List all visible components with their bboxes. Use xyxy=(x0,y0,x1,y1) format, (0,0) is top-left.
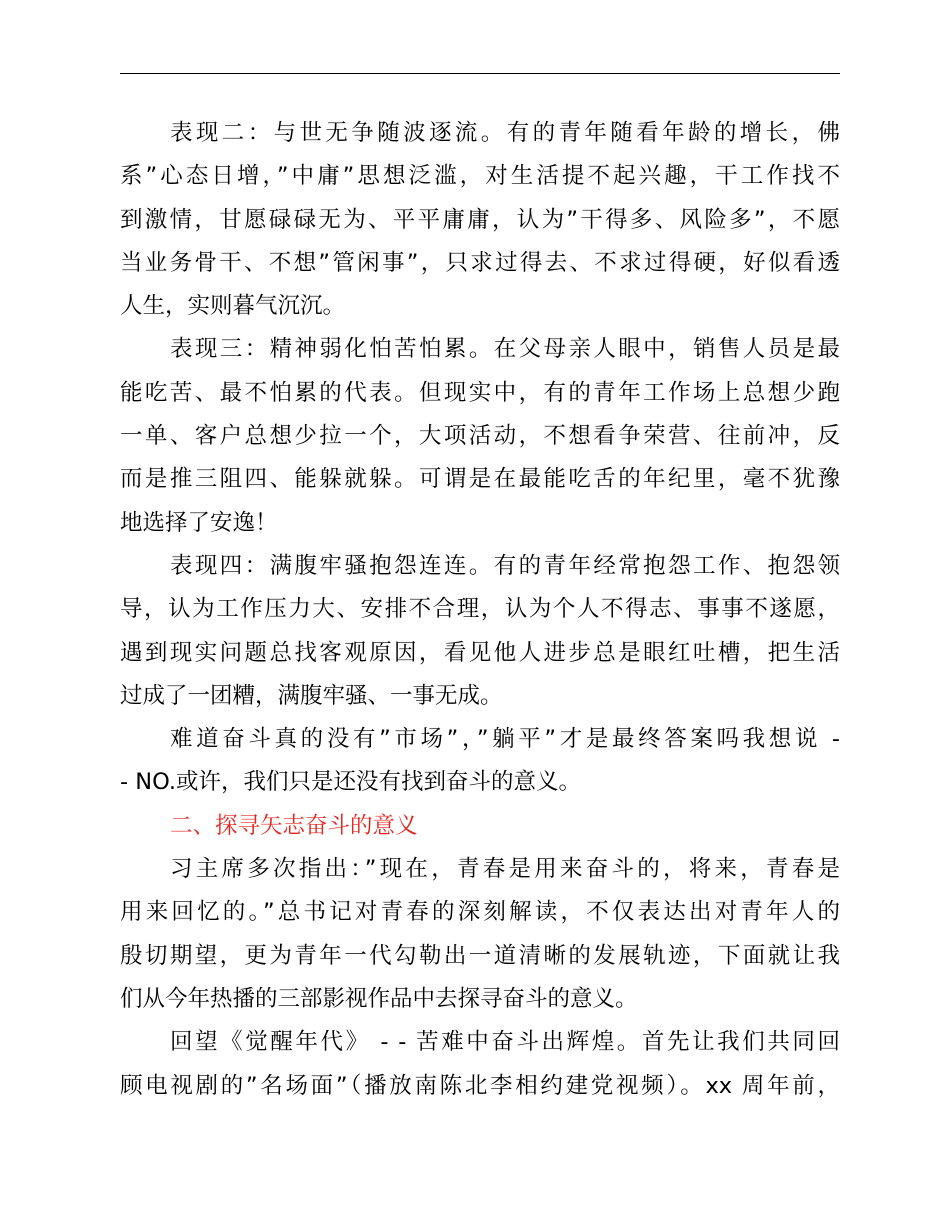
paragraph-awakening-age xyxy=(120,1021,840,1108)
text-line: 表现三：精神弱化怕苦怕累。在父母亲人眼中，销售人员是最 xyxy=(170,336,840,363)
paragraph-performance-three xyxy=(120,328,840,544)
text-line: 当业务骨干、不想”管闲事”，只求过得去、不求过得硬，好似看透 xyxy=(120,249,840,276)
section-heading-text: 二、探寻矢志奋斗的意义 xyxy=(170,812,418,839)
text-line: 而是推三阻四、能躲就躲。可谓是在最能吃舌的年纪里，毫不犹豫 xyxy=(120,466,840,493)
text-line: 用来回忆的。”总书记对青春的深刻解读，不仅表达出对青年人的 xyxy=(120,899,840,926)
text-line: 们从今年热播的三部影视作品中去探寻奋斗的意义。 xyxy=(120,985,638,1012)
text-line: 表现二：与世无争随波逐流。有的青年随看年龄的增长，佛 xyxy=(170,120,840,146)
text-line: 导，认为工作压力大、安排不合理，认为个人不得志、事事不遂愿， xyxy=(120,596,840,623)
paragraph-quote xyxy=(120,848,840,1021)
text-line: 习主席多次指出：”现在，青春是用来奋斗的，将来，青春是 xyxy=(170,856,840,883)
text-line: 回望《觉醒年代》 - - 苦难中奋斗出辉煌。首先让我们共同回 xyxy=(170,1029,840,1056)
paragraph-performance-two xyxy=(120,112,840,328)
text-line: 遇到现实问题总找客观原因，看见他人进步总是眼红吐槽，把生活 xyxy=(120,639,840,666)
document-body xyxy=(120,112,840,1108)
text-line: 表现四：满腹牢骚抱怨连连。有的青年经常抱怨工作、抱怨领 xyxy=(170,552,840,579)
text-line: 到激情，甘愿碌碌无为、平平庸庸，认为”干得多、风险多”，不愿 xyxy=(120,206,840,233)
text-line: 地选择了安逸！ xyxy=(120,509,278,536)
text-line: 难道奋斗真的没有”市场”，”躺平”才是最终答案吗我想说 - xyxy=(170,726,840,753)
paragraph-question xyxy=(120,718,840,805)
text-line: - NO.或许，我们只是还没有找到奋斗的意义。 xyxy=(120,769,582,796)
section-heading xyxy=(120,805,840,848)
text-line: 顾电视剧的”名场面”（播放南陈北李相约建党视频）。xx 周年前， xyxy=(120,1072,840,1099)
text-line: 一单、客户总想少拉一个，大项活动，不想看争荣营、往前冲，反 xyxy=(120,423,840,450)
header-rule xyxy=(120,73,840,74)
text-line: 能吃苦、最不怕累的代表。但现实中，有的青年工作场上总想少跑 xyxy=(120,379,840,406)
text-line: 系”心态日增，”中庸”思想泛滥，对生活提不起兴趣，干工作找不 xyxy=(120,163,840,190)
text-line: 人生，实则暮气沉沉。 xyxy=(120,293,346,320)
paragraph-performance-four xyxy=(120,545,840,718)
text-line: 殷切期望，更为青年一代勾勒出一道清晰的发展轨迹，下面就让我 xyxy=(120,942,840,969)
text-line: 过成了一团糟，满腹牢骚、一事无成。 xyxy=(120,682,503,709)
